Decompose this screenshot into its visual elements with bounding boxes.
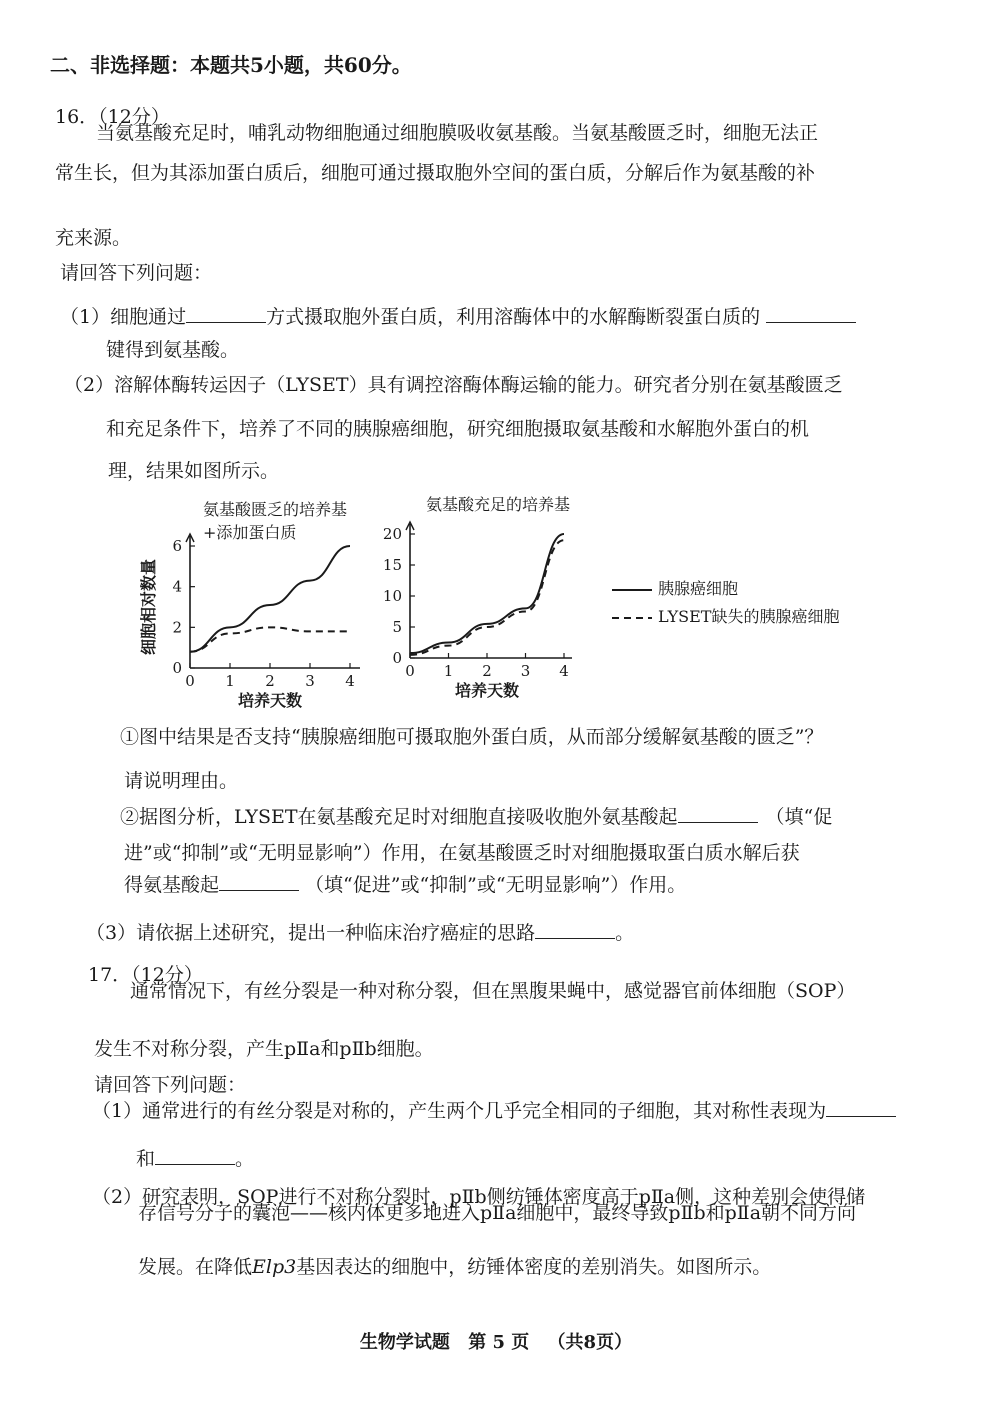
page-footer <box>0 1328 992 1354</box>
q17-p1-text-b: 和 <box>136 1148 156 1170</box>
series-line-pancreatic-cancer <box>190 546 350 652</box>
q16-p2-line-2: 和充足条件下，培养了不同的胰腺癌细胞，研究细胞摄取氨基酸和水解胞外蛋白的机 <box>106 418 810 440</box>
x-axis-label: 培养天数 <box>454 681 520 700</box>
q16-p1-text-b: 方式摄取胞外蛋白质，利用溶酶体中的水解酶断裂蛋白质的 <box>266 306 761 328</box>
question-17-number: 17．（12分） <box>88 964 203 986</box>
q16-intro-line-1: 当氨基酸充足时，哺乳动物细胞通过细胞膜吸收氨基酸。当氨基酸匮乏时，细胞无法正 <box>96 122 819 144</box>
q16-sub1-line-2: 请说明理由。 <box>124 770 239 792</box>
q16-intro-line-2: 常生长，但为其添加蛋白质后，细胞可通过摄取胞外空间的蛋白质，分解后作为氨基酸的补 <box>55 162 816 184</box>
q17-p2-line-3 <box>138 1254 771 1280</box>
y-tick-label: 20 <box>382 525 402 543</box>
answer-blank[interactable] <box>766 304 856 323</box>
answer-blank[interactable] <box>826 1098 896 1117</box>
question-16-number: 16．（12分） <box>55 106 170 128</box>
gene-name: Elp3 <box>252 1256 297 1278</box>
q16-p1-text-c: 键得到氨基酸。 <box>106 339 240 361</box>
legend-label-dashed: LYSET缺失的胰腺癌细胞 <box>658 607 840 626</box>
q16-sub1-line-1: ①图中结果是否支持“胰腺癌细胞可摄取胞外蛋白质，从而部分缓解氨基酸的匮乏”？ <box>120 726 824 748</box>
chart2-title: 氨基酸充足的培养基 <box>426 495 571 514</box>
q16-sub2-text-d: 得氨基酸起 <box>124 874 220 896</box>
q16-prompt: 请回答下列问题： <box>60 262 213 284</box>
q17-p2-text-b: 基因表达的细胞中，纺锤体密度的差别消失。如图所示。 <box>296 1256 772 1278</box>
x-tick-label: 3 <box>305 672 315 690</box>
y-tick-label: 15 <box>382 556 402 574</box>
footer-subject: 生物学试题 <box>359 1332 450 1353</box>
y-axis-label: 细胞相对数量 <box>139 558 158 656</box>
q17-p2-text-a: 发展。在降低 <box>138 1256 253 1278</box>
series-line-lyset-deficient <box>190 627 350 651</box>
q17-intro-line-2: 发生不对称分裂，产生pⅡa和pⅡb细胞。 <box>94 1038 434 1060</box>
series-line-pancreatic-cancer <box>410 534 564 653</box>
q16-sub2-line-3 <box>124 872 686 898</box>
x-tick-label: 2 <box>482 662 492 680</box>
chart1-title: 氨基酸匮乏的培养基 <box>203 500 348 519</box>
q16-intro-line-3: 充来源。 <box>55 227 132 249</box>
q16-sub2-text-a: ②据图分析，LYSET在氨基酸充足时对细胞直接吸收胞外氨基酸起 <box>120 806 678 828</box>
y-tick-label: 2 <box>172 618 182 637</box>
q17-p1-text-c: 。 <box>235 1148 255 1170</box>
legend-dashed-line-icon <box>612 613 652 623</box>
x-tick-label: 0 <box>405 662 415 680</box>
answer-blank[interactable] <box>535 920 615 939</box>
q17-part-1 <box>92 1098 896 1124</box>
x-tick-label: 1 <box>443 662 454 680</box>
q16-part-1 <box>60 304 856 330</box>
answer-blank[interactable] <box>678 804 758 823</box>
q16-sub2-text-b: （填“促 <box>765 806 833 828</box>
q16-sub2-line-2: 进”或“抑制”或“无明显影响”）作用，在氨基酸匮乏时对细胞摄取蛋白质水解后获 <box>124 842 800 864</box>
legend-item-dashed <box>612 604 839 627</box>
q16-p2-line-3: 理，结果如图所示。 <box>108 460 280 482</box>
q17-p2-line-1: （2）研究表明，SOP进行不对称分裂时，pⅡb侧纺锤体密度高于pⅡa侧，这种差别会使得储 <box>92 1186 866 1208</box>
y-tick-label: 0 <box>172 659 182 677</box>
y-tick-label: 4 <box>172 577 182 596</box>
x-tick-label: 0 <box>185 672 195 690</box>
x-tick-label: 1 <box>225 672 235 690</box>
x-tick-label: 4 <box>345 672 355 690</box>
chart2 <box>372 520 572 702</box>
q16-sub2-text-e: （填“促进”或“抑制”或“无明显影响”）作用。 <box>305 874 687 896</box>
q17-prompt: 请回答下列问题： <box>94 1074 247 1096</box>
legend-solid-line-icon <box>612 585 652 595</box>
q16-part-3 <box>86 920 634 946</box>
footer-total-pages: （共8页） <box>547 1332 633 1353</box>
x-axis-label: 培养天数 <box>237 691 303 708</box>
chart1 <box>138 528 368 708</box>
x-tick-label: 4 <box>559 662 569 680</box>
q16-p1-text-a: （1）细胞通过 <box>60 306 187 328</box>
chart1-subtitle: +添加蛋白质 <box>203 523 297 542</box>
section-header: 二、非选择题：本题共5小题，共60分。 <box>50 53 412 77</box>
y-tick-label: 5 <box>392 618 402 636</box>
q17-p1-text-a: （1）通常进行的有丝分裂是对称的，产生两个几乎完全相同的子细胞，其对称性表现为 <box>92 1100 827 1122</box>
x-tick-label: 2 <box>265 672 275 690</box>
y-tick-label: 0 <box>392 649 402 667</box>
q16-sub2-line-1 <box>120 804 832 830</box>
x-tick-label: 3 <box>520 662 531 680</box>
series-line-lyset-deficient <box>410 540 564 655</box>
q17-p2-line-2: 存信号分子的囊泡——核内体更多地进入pⅡa细胞中，最终导致pⅡb和pⅡa朝不同方向 <box>138 1202 857 1224</box>
q16-p3-text-b: 。 <box>615 922 635 944</box>
q17-p1-line-2 <box>136 1146 254 1172</box>
q16-p3-text-a: （3）请依据上述研究，提出一种临床治疗癌症的思路 <box>86 922 536 944</box>
legend-label-solid: 胰腺癌细胞 <box>658 579 739 598</box>
answer-blank[interactable] <box>219 872 299 891</box>
y-tick-label: 6 <box>172 537 182 555</box>
answer-blank[interactable] <box>155 1146 235 1165</box>
answer-blank[interactable] <box>186 304 266 323</box>
footer-page-number: 第 5 页 <box>468 1332 530 1353</box>
legend-item-solid <box>612 576 738 599</box>
y-tick-label: 10 <box>382 587 402 605</box>
q16-p2-line-1: （2）溶解体酶转运因子（LYSET）具有调控溶酶体酶运输的能力。研究者分别在氨基酸匮乏 <box>64 374 843 396</box>
q17-intro-line-1: 通常情况下，有丝分裂是一种对称分裂，但在黑腹果蝇中，感觉器官前体细胞（SOP） <box>130 980 856 1002</box>
